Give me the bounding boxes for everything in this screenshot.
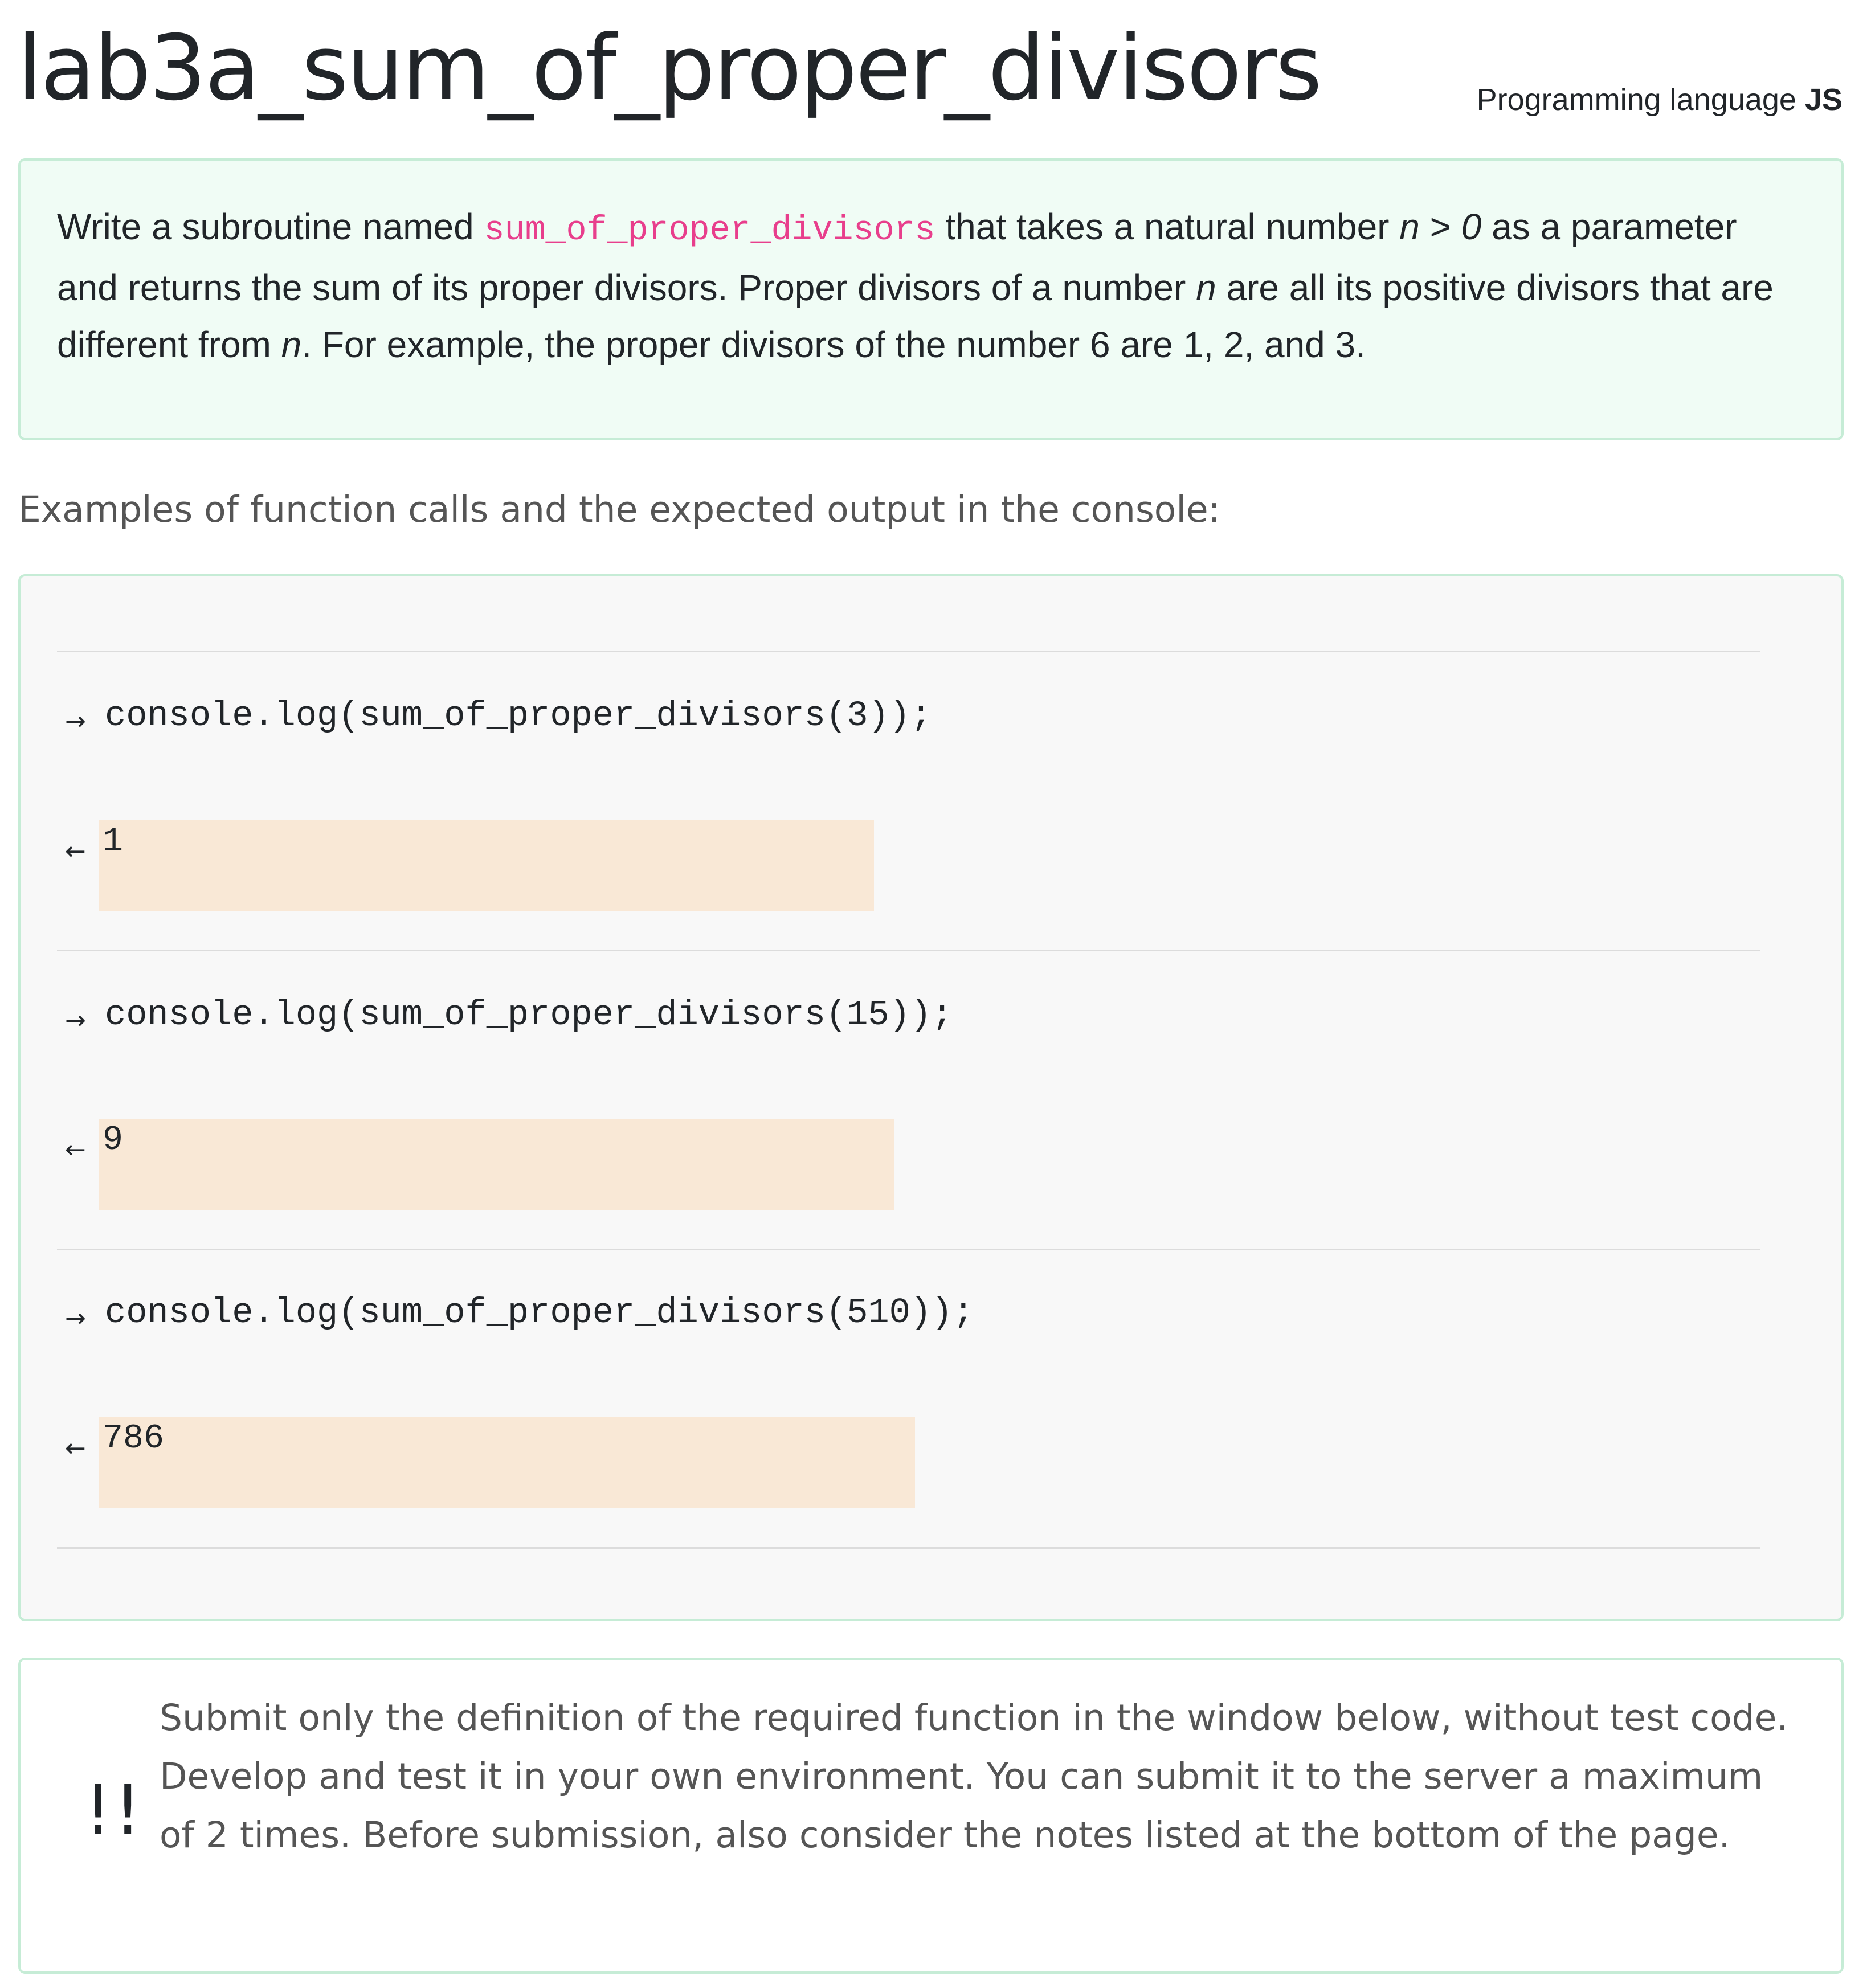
example-call — [65, 989, 953, 1046]
divider — [57, 1249, 1760, 1250]
call-code: console.log(sum_of_proper_divisors(510)); — [105, 1292, 974, 1333]
variable-n: n — [1196, 267, 1216, 308]
page-title: lab3a_sum_of_proper_divisors — [17, 16, 1321, 121]
call-code: console.log(sum_of_proper_divisors(3)); — [105, 696, 932, 736]
example-output: 786 — [99, 1417, 915, 1508]
return-arrow-icon: ← — [65, 1434, 86, 1463]
task-text: that takes a natural number — [935, 206, 1400, 247]
examples-intro: Examples of function calls and the expected output in the console: — [18, 489, 1220, 530]
example-call — [65, 690, 932, 747]
task-text: as a parameter and returns the sum of its proper divisors. Proper divisors of a number — [57, 206, 1737, 308]
task-text: Write a subroutine named — [57, 206, 484, 247]
programming-language — [1477, 80, 1843, 120]
return-arrow-icon: ← — [65, 1135, 86, 1164]
example-call — [65, 1287, 974, 1344]
programming-language-label: Programming language — [1476, 83, 1796, 117]
divider — [57, 1547, 1760, 1549]
return-arrow-icon: ← — [65, 837, 86, 866]
divider — [57, 950, 1760, 951]
example-output: 9 — [99, 1119, 894, 1210]
call-code: console.log(sum_of_proper_divisors(15)); — [105, 995, 953, 1035]
note-text: Submit only the definition of the required function in the window below, without test code. Develop and test it in your own environment. You can submit it to the server a maximum of 2 times. Before submission, also consider the notes listed at the bottom of the page. — [160, 1697, 1788, 1856]
task-text: are all its positive divisors that are different from — [57, 267, 1774, 365]
warning-icon: !! — [84, 1771, 144, 1850]
constant-zero: 0 — [1461, 206, 1482, 247]
example-output: 1 — [99, 820, 874, 911]
examples-console — [18, 574, 1844, 1621]
programming-language-value: JS — [1804, 83, 1843, 117]
divider — [57, 651, 1760, 652]
variable-n: n — [281, 324, 302, 365]
task-text: > — [1419, 206, 1461, 247]
call-arrow-icon: → — [65, 1006, 86, 1035]
task-description — [18, 158, 1844, 440]
variable-n: n — [1399, 206, 1420, 247]
task-text: . For example, the proper divisors of the number 6 are 1, 2, and 3. — [301, 324, 1366, 365]
submission-note — [18, 1658, 1844, 1974]
call-arrow-icon: → — [65, 707, 86, 736]
call-arrow-icon: → — [65, 1304, 86, 1333]
function-name: sum_of_proper_divisors — [484, 211, 935, 250]
